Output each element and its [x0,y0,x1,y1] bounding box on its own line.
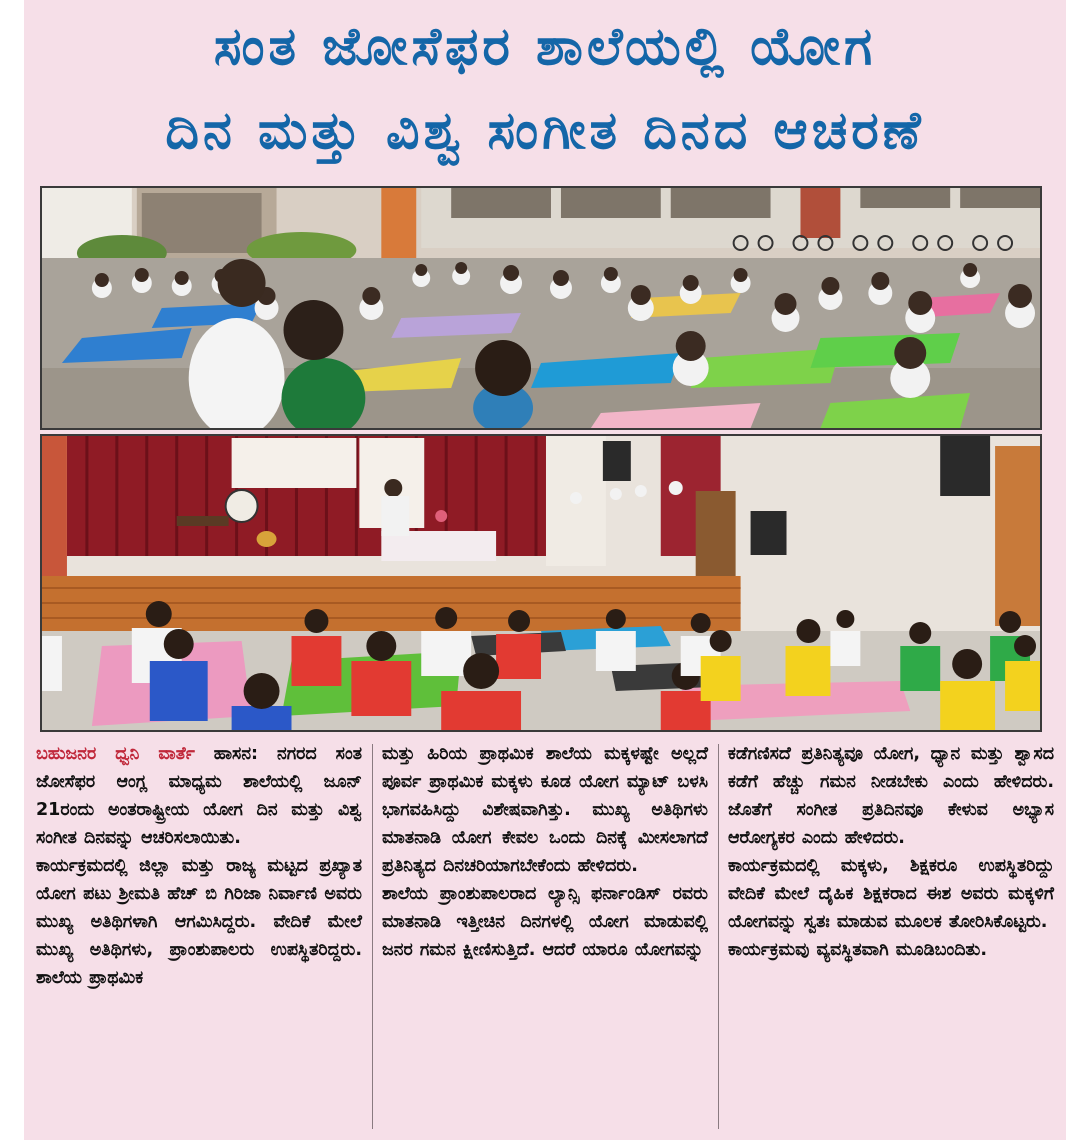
article-paragraph: ಶಾಲೆಯ ಪ್ರಾಂಶುಪಾಲರಾದ ಲ್ಯಾನ್ಸಿ ಫರ್ನಾಂಡಿಸ್ ರವರು ಮಾತನಾಡಿ ಇತ್ತೀಚಿನ ದಿನಗಳಲ್ಲಿ ಯೋಗ ಮಾಡುವಲ್ಲಿ ಜನರ ಗಮನ ಕ್ಷೀಣಿಸುತ್ತಿದೆ. ಆದರೆ ಯಾರೂ ಯೋಗವನ್ನು [382,884,708,960]
article-column-1 [36,740,362,992]
outdoor-yoga-scene [42,188,1040,428]
article-column-3 [728,740,1054,964]
article-paragraph: ಕಾರ್ಯಕ್ರಮದಲ್ಲಿ ಜಿಲ್ಲಾ ಮತ್ತು ರಾಜ್ಯ ಮಟ್ಟದ ಪ್ರಖ್ಯಾತ ಯೋಗ ಪಟು ಶ್ರೀಮತಿ ಹೆಚ್ ಬಿ ಗಿರಿಜಾ ನಿರ್ವಾಣಿ ಅವರು ಮುಖ್ಯ ಅತಿಥಿಗಳಾಗಿ ಆಗಮಿಸಿದ್ದರು. ವೇದಿಕೆ ಮೇಲೆ ಮುಖ್ಯ ಅತಿಥಿಗಳು, ಪ್ರಾಂಶುಪಾಲರು ಉಪಸ್ಥಿತರಿದ್ದರು. ಶಾಲೆಯ ಪ್ರಾಥಮಿಕ [36,856,362,988]
news-clipping [24,0,1066,1140]
indoor-yoga-scene [42,436,1040,730]
byline: ಬಹುಜನರ ಧ್ವನಿ ವಾರ್ತೆ [36,744,195,764]
article-paragraph: ಕಾರ್ಯಕ್ರಮದಲ್ಲಿ ಮಕ್ಕಳು, ಶಿಕ್ಷಕರೂ ಉಪಸ್ಥಿತರಿದ್ದು ವೇದಿಕೆ ಮೇಲೆ ದೈಹಿಕ ಶಿಕ್ಷಕರಾದ ಈಶ ಅವರು ಮಕ್ಕಳಿಗೆ ಯೋಗವನ್ನು ಸ್ವತಃ ಮಾಡುವ ಮೂಲಕ ತೋರಿಸಿಕೊಟ್ಟರು. [728,856,1054,932]
column-divider [372,744,373,1129]
photo-outdoor-yoga [40,186,1042,430]
article-paragraph [36,740,362,852]
headline-line-2: ದಿನ ಮತ್ತು ವಿಶ್ವ ಸಂಗೀತ ದಿನದ ಆಚರಣೆ [165,101,925,161]
article-paragraph: ಕಡೆಗಣಿಸದೆ ಪ್ರತಿನಿತ್ಯವೂ ಯೋಗ, ಧ್ಯಾನ ಮತ್ತು ಶ್ವಾಸದ ಕಡೆಗೆ ಹೆಚ್ಚು ಗಮನ ನೀಡಬೇಕು ಎಂದು ಹೇಳಿದರು. ಜೊತೆಗೆ ಸಂಗೀತ ಪ್ರತಿದಿನವೂ ಕೇಳುವ ಅಭ್ಯಾಸ ಆರೋಗ್ಯಕರ ಎಂದು ಹೇಳಿದರು. [728,744,1054,848]
article-paragraph: ಮತ್ತು ಹಿರಿಯ ಪ್ರಾಥಮಿಕ ಶಾಲೆಯ ಮಕ್ಕಳಷ್ಟೇ ಅಲ್ಲದೆ ಪೂರ್ವ ಪ್ರಾಥಮಿಕ ಮಕ್ಕಳು ಕೂಡ ಯೋಗ ಮ್ಯಾಟ್ ಬಳಸಿ ಭಾಗವಹಿಸಿದ್ದು ವಿಶೇಷವಾಗಿತ್ತು. ಮುಖ್ಯ ಅತಿಥಿಗಳು ಮಾತನಾಡಿ ಯೋಗ ಕೇವಲ ಒಂದು ದಿನಕ್ಕೆ ಮೀಸಲಾಗದೆ ಪ್ರತಿನಿತ್ಯದ ದಿನಚರಿಯಾಗಬೇಕೆಂದು ಹೇಳಿದರು. [382,744,708,876]
column-divider [718,744,719,1129]
article-paragraph: ಕಾರ್ಯಕ್ರಮವು ವ್ಯವಸ್ಥಿತವಾಗಿ ಮೂಡಿಬಂದಿತು. [728,940,987,960]
article-column-2 [382,740,708,964]
paragraph-text: ಹಾಸನ: ನಗರದ ಸಂತ ಜೋಸೆಫರ ಆಂಗ್ಲ ಮಾಧ್ಯಮ ಶಾಲೆಯಲ್ಲಿ ಜೂನ್ 21ರಂದು ಅಂತರಾಷ್ಟ್ರೀಯ ಯೋಗ ದಿನ ಮತ್ತು ವಿಶ್ವ ಸಂಗೀತ ದಿನವನ್ನು ಆಚರಿಸಲಾಯಿತು. [36,744,362,848]
headline-line-1: ಸಂತ ಜೋಸೆಫರ ಶಾಲೆಯಲ್ಲಿ ಯೋಗ [213,17,877,77]
article-body [32,740,1058,1135]
photo-indoor-yoga [40,434,1042,732]
